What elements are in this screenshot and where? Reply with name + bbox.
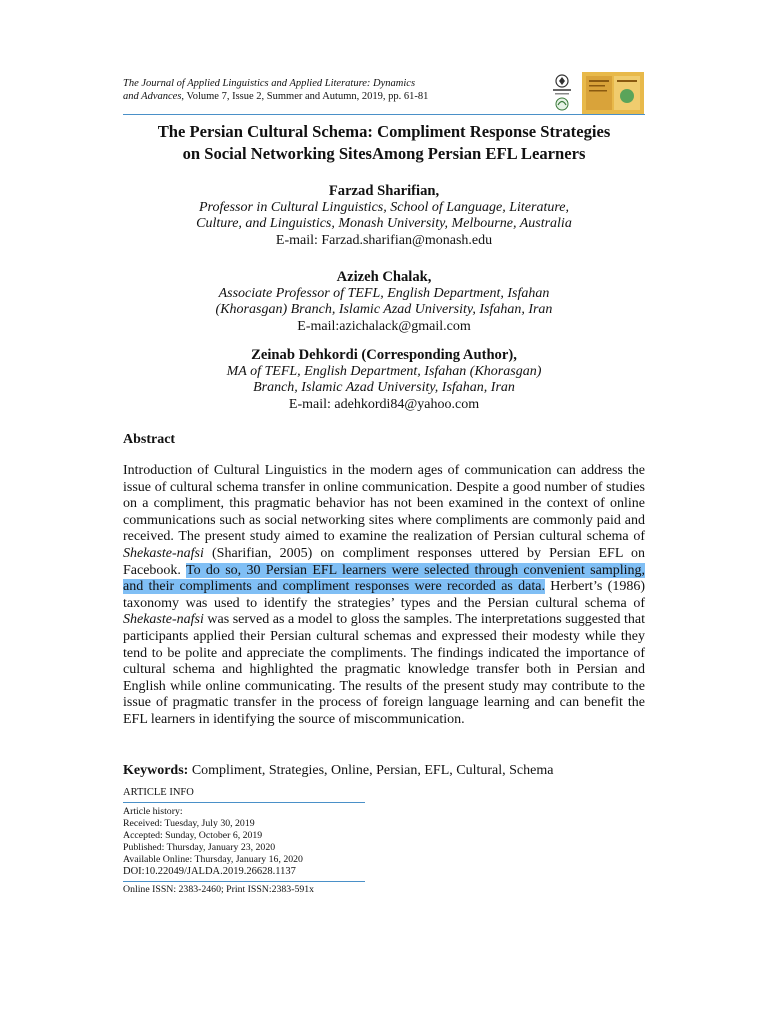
journal-name: The Journal of Applied Linguistics and Applied Literature: Dynamics <box>123 78 416 89</box>
author-affiliation: (Khorasgan) Branch, Islamic Azad University, Isfahan, Iran <box>215 302 553 317</box>
journal-issue: , Volume 7, Issue 2, Summer and Autumn, 2019, pp. 61-81 <box>181 91 429 102</box>
abstract-term: Shekaste-nafsi <box>123 545 204 561</box>
author-affiliation: Branch, Islamic Azad University, Isfahan, Iran <box>253 380 515 395</box>
article-info-heading: ARTICLE INFO <box>123 787 365 803</box>
author-affiliation: Professor in Cultural Linguistics, School of Language, Literature, <box>199 199 569 215</box>
abstract-text: was served as a model to gloss the samples. The interpretations suggested that participants applied their Persian cultural schemas and expressed their modesty while they tend to be polite and appreciate the compliments. The findings indicated the importance of cultural schema and highlighted the pragmatic knowledge transfer both in Persian and English while online communicating. The results of the present study may contribute to the issue of pragmatic transfer in the process of foreign language learning and can benefit the EFL learners in identifying the source of miscommunication. <box>123 612 645 727</box>
abstract-text: Herbert’s (1986) taxonomy was used to identify the strategies’ types and the Persian cultural schema of <box>123 579 645 611</box>
author-3 <box>123 347 645 413</box>
author-name: Zeinab Dehkordi (Corresponding Author), <box>251 347 517 363</box>
keywords-text: Compliment, Strategies, Online, Persian, EFL, Cultural, Schema <box>188 763 554 778</box>
author-affiliation: MA of TEFL, English Department, Isfahan (Khorasgan) <box>226 363 542 379</box>
available-date: Available Online: Thursday, January 16, 2020 <box>123 854 303 865</box>
journal-logos <box>552 72 646 114</box>
keywords-label: Keywords: <box>123 763 189 778</box>
text-selection-highlight[interactable]: To do so, 30 Persian EFL learners were selected through convenient sampling, and their compliments and compliment responses were recorded as data. <box>123 562 645 595</box>
author-email: E-mail:azichalack@gmail.com <box>297 318 471 334</box>
keywords-line <box>123 763 645 779</box>
issn: Online ISSN: 2383-2460; Print ISSN:2383-591x <box>123 884 315 895</box>
author-name: Farzad Sharifian, <box>328 183 440 199</box>
author-name: Azizeh Chalak, <box>336 269 432 285</box>
abstract-text: (Sharifian, 2005) on compliment responses uttered by Persian EFL on Facebook. <box>123 545 645 578</box>
abstract-heading: Abstract <box>123 432 176 447</box>
author-email: E-mail: Farzad.sharifian@monash.edu <box>275 232 493 248</box>
published-date: Published: Thursday, January 23, 2020 <box>123 842 276 853</box>
title-line-1: The Persian Cultural Schema: Compliment Response Strategies <box>157 122 611 141</box>
journal-name-cont: and Advances <box>123 91 182 102</box>
author-affiliation: Culture, and Linguistics, Monash University, Melbourne, Australia <box>196 216 572 231</box>
author-2 <box>123 269 645 335</box>
university-seal-icon <box>553 75 571 110</box>
abstract-body <box>123 463 645 729</box>
author-email: E-mail: adehkordi84@yahoo.com <box>288 396 480 412</box>
journal-header <box>123 77 563 103</box>
received-date: Received: Tuesday, July 30, 2019 <box>123 818 255 829</box>
paper-title <box>123 121 645 165</box>
author-1 <box>123 183 645 249</box>
abstract-term: Shekaste-nafsi <box>123 612 204 628</box>
doi: DOI:10.22049/JALDA.2019.26628.1137 <box>123 866 365 882</box>
journal-cover-icon <box>582 72 644 114</box>
article-history: Article history: <box>123 806 183 817</box>
author-affiliation: Associate Professor of TEFL, English Department, Isfahan <box>218 285 550 301</box>
abstract-text: Introduction of Cultural Linguistics in the modern ages of communication can address the issue of cultural schema transfer in online communication. Despite a good number of studies on a compliment, this pragmatic behavior has not been examined in the context of online communications such as social networking sites where compliments are commonly paid and received. The present study aimed to examine the realization of Persian cultural schema of <box>123 463 645 545</box>
title-line-2: on Social Networking SitesAmong Persian EFL Learners <box>182 144 586 163</box>
accepted-date: Accepted: Sunday, October 6, 2019 <box>123 830 263 841</box>
header-rule <box>123 114 645 115</box>
article-info <box>123 787 365 896</box>
